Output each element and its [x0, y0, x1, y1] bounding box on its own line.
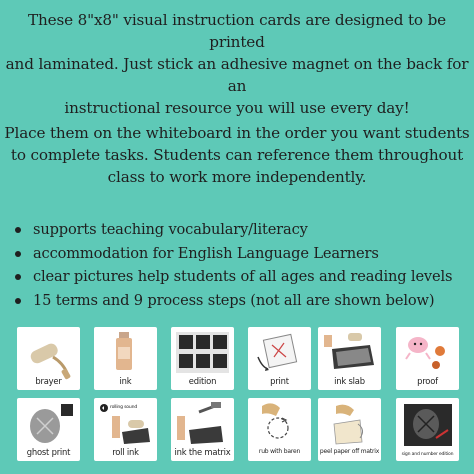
- card-peel-paper: [318, 398, 381, 461]
- card-label: ink slab: [334, 376, 365, 386]
- card-print: [248, 327, 311, 390]
- card-ink: [94, 327, 157, 390]
- rolling-sound-caption: rolling sound: [110, 405, 138, 410]
- card-label: ink: [119, 376, 132, 386]
- intro-line-1: These 8"x8" visual instruction cards are designed to be printed: [28, 11, 446, 51]
- intro-line-3: instructional resource you will use every day!: [64, 99, 410, 117]
- intro-line-2: and laminated. Just stick an adhesive magnet on the back for an: [5, 55, 469, 95]
- card-label: proof: [417, 376, 438, 386]
- list-item: supports teaching vocabulary/literacy: [10, 218, 472, 242]
- card-brayer: [17, 327, 80, 390]
- usage-line-3: class to work more independently.: [107, 168, 367, 186]
- card-label: print: [270, 376, 289, 386]
- card-sign-and-number: [396, 398, 459, 461]
- card-label: sign and number edition: [401, 452, 454, 457]
- card-label: roll ink: [112, 447, 139, 457]
- card-roll-ink: [94, 398, 157, 461]
- list-item: 15 terms and 9 process steps (not all are shown below): [10, 289, 472, 313]
- card-label: ghost print: [26, 447, 71, 457]
- card-label: edition: [188, 376, 217, 386]
- card-ink-slab: [318, 327, 381, 390]
- card-proof: [396, 327, 459, 390]
- usage-line-2: to complete tasks. Students can reference them throughout: [10, 146, 464, 164]
- card-rub-with-baren: [248, 398, 311, 461]
- feature-list: [10, 218, 472, 312]
- list-item: accommodation for English Language Learners: [10, 242, 472, 266]
- card-ink-the-matrix: [171, 398, 234, 461]
- usage-line-1: Place them on the whiteboard in the order you want students: [4, 124, 470, 142]
- card-label: ink the matrix: [174, 447, 231, 457]
- card-ghost-print: [17, 398, 80, 461]
- list-item: clear pictures help students of all ages and reading levels: [10, 265, 472, 289]
- card-label: rub with baren: [258, 448, 301, 455]
- card-edition: [171, 327, 234, 390]
- card-label: peel paper off matrix: [319, 448, 380, 455]
- intro-paragraph: [0, 9, 474, 119]
- card-label: brayer: [35, 376, 62, 386]
- usage-paragraph: [0, 122, 474, 188]
